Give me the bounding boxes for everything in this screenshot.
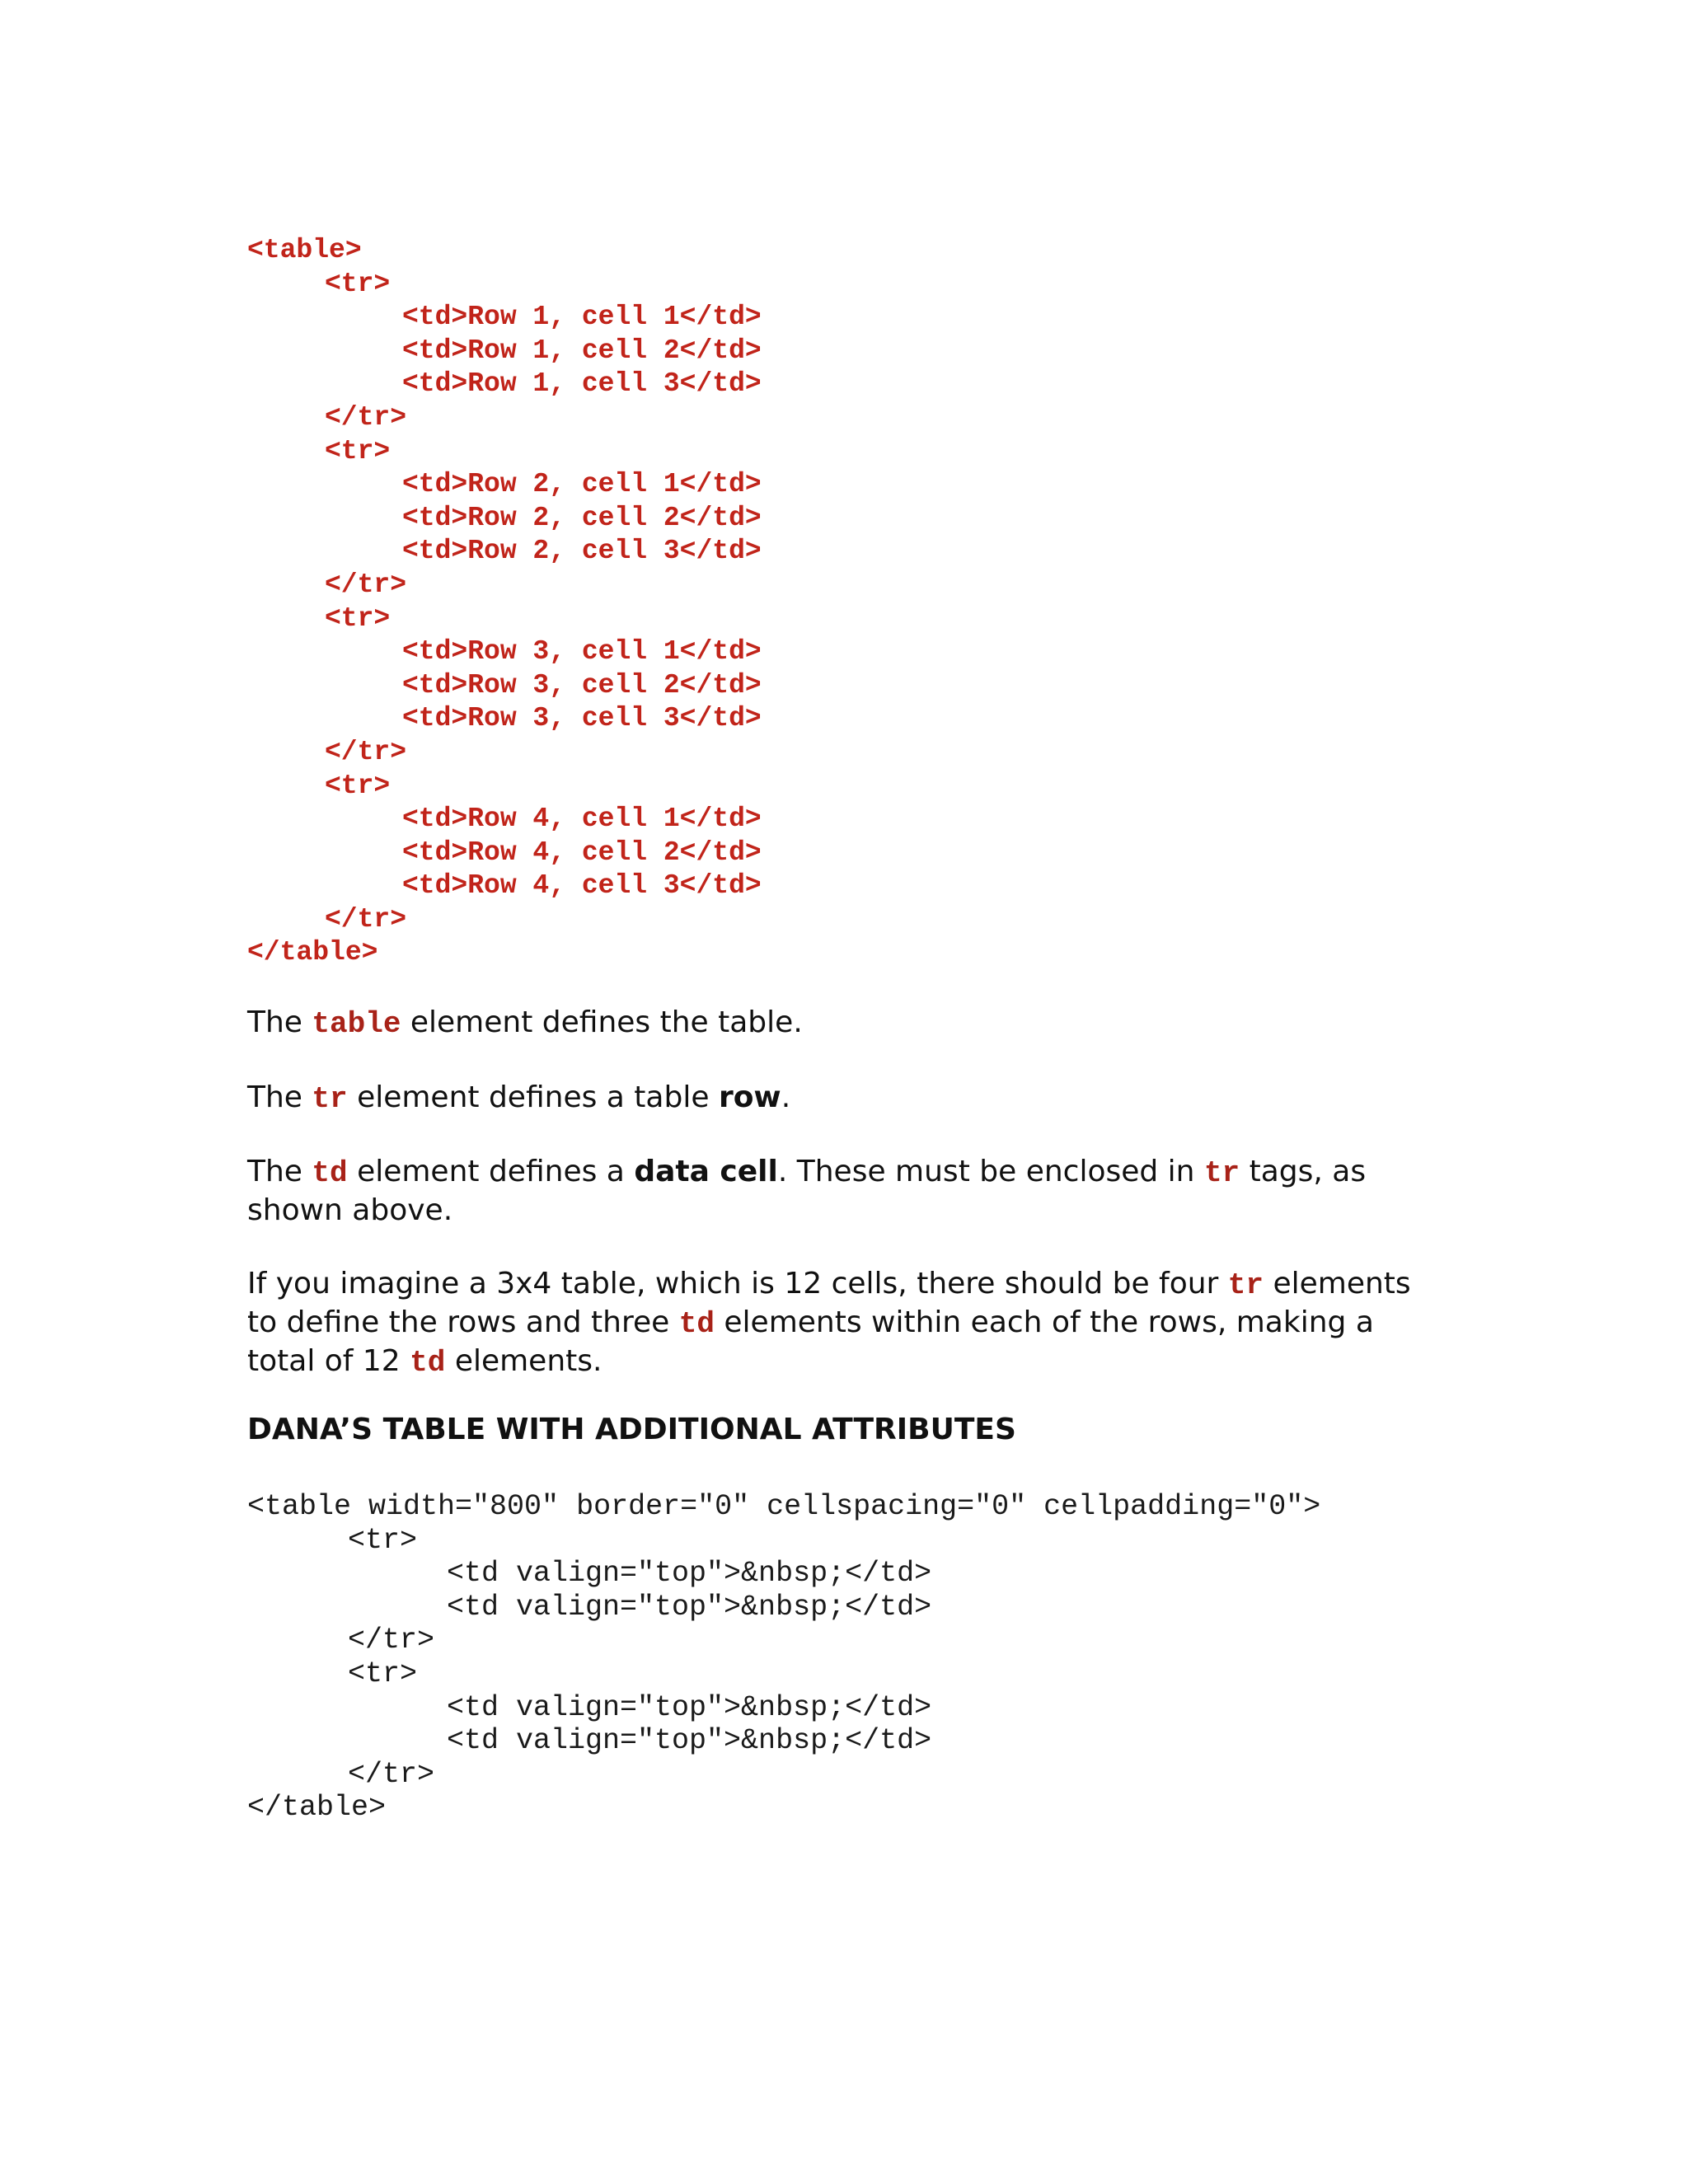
text-run: If you imagine a 3x4 table, which is 12 cells, there should be four	[247, 1267, 1228, 1301]
code-line: </tr>	[325, 903, 407, 935]
keyword-td: td	[678, 1307, 715, 1341]
code-line: <tr>	[348, 1523, 418, 1557]
code-line: <tr>	[325, 435, 391, 466]
paragraph-3x4-example	[247, 1265, 1442, 1381]
code-line: <td>Row 4, cell 2</td>	[402, 837, 762, 868]
code-line: <td>Row 2, cell 2</td>	[402, 502, 762, 533]
code-example-basic-table	[247, 234, 762, 970]
text-run: elements.	[445, 1344, 603, 1378]
code-line: <td>Row 2, cell 1</td>	[402, 469, 762, 500]
bold-term-row: row	[718, 1080, 781, 1114]
text-run: elements within each of the rows, making a total of 12	[247, 1305, 1374, 1378]
code-line: <td valign="top">&nbsp;</td>	[447, 1557, 932, 1591]
text-run: tags, as shown above.	[247, 1155, 1367, 1227]
code-line: <tr>	[325, 268, 391, 299]
code-line: <td>Row 3, cell 3</td>	[402, 703, 762, 734]
keyword-tr: tr	[1203, 1156, 1240, 1190]
code-example-attributes-table	[247, 1490, 1320, 1825]
code-line: </table>	[247, 1791, 387, 1825]
code-line: <table>	[247, 235, 362, 265]
code-line: </table>	[247, 937, 378, 968]
code-line: </tr>	[325, 569, 407, 600]
code-line: <td valign="top">&nbsp;</td>	[447, 1590, 932, 1624]
code-line: <td>Row 1, cell 1</td>	[402, 302, 762, 333]
code-line: <td>Row 1, cell 3</td>	[402, 368, 762, 400]
keyword-td: td	[312, 1156, 348, 1190]
section-heading: DANA’S TABLE WITH ADDITIONAL ATTRIBUTES	[247, 1413, 1016, 1446]
text-run: . These must be enclosed in	[777, 1155, 1204, 1188]
code-line: <tr>	[348, 1657, 418, 1690]
code-line: <td valign="top">&nbsp;</td>	[447, 1724, 932, 1758]
code-line: <td>Row 4, cell 1</td>	[402, 804, 762, 835]
code-line: </tr>	[348, 1757, 435, 1791]
text-run: The	[247, 1155, 312, 1188]
code-line: <td>Row 2, cell 3</td>	[402, 536, 762, 567]
code-line: <table width="800" border="0" cellspacing="0" cellpadding="0">	[247, 1490, 1321, 1523]
text-run: The	[247, 1080, 312, 1114]
code-line: <td>Row 1, cell 2</td>	[402, 335, 762, 366]
keyword-td: td	[410, 1346, 446, 1380]
paragraph-table-definition	[247, 1004, 1442, 1043]
code-line: </tr>	[348, 1624, 435, 1657]
code-line: <td>Row 3, cell 1</td>	[402, 636, 762, 668]
code-line: <td>Row 4, cell 3</td>	[402, 870, 762, 902]
text-run: elements to define the rows and three	[247, 1267, 1411, 1339]
text-run: .	[781, 1080, 791, 1114]
code-line: <tr>	[325, 770, 391, 801]
text-run: element defines a	[347, 1155, 635, 1188]
paragraph-tr-definition	[247, 1079, 1442, 1118]
text-run: element defines a table	[347, 1080, 719, 1114]
keyword-tr: tr	[1227, 1268, 1264, 1302]
keyword-tr: tr	[312, 1082, 348, 1116]
text-run: element defines the table.	[401, 1005, 803, 1039]
text-run: The	[247, 1005, 312, 1039]
code-line: </tr>	[325, 401, 407, 433]
bold-term-data-cell: data cell	[634, 1155, 778, 1188]
code-line: <td valign="top">&nbsp;</td>	[447, 1690, 932, 1724]
paragraph-td-definition	[247, 1153, 1442, 1229]
code-line: </tr>	[325, 736, 407, 767]
keyword-table: table	[312, 1007, 401, 1041]
code-line: <td>Row 3, cell 2</td>	[402, 669, 762, 701]
code-line: <tr>	[325, 602, 391, 634]
